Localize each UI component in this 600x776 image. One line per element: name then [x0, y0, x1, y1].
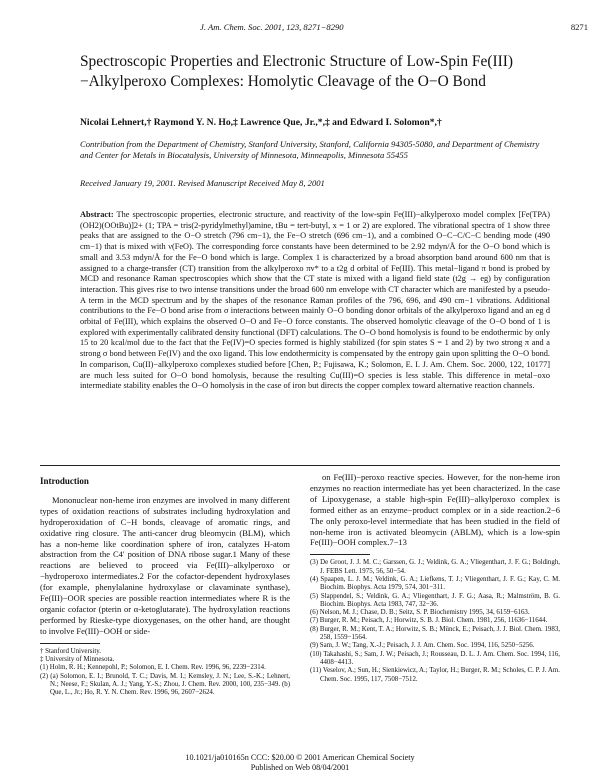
- intro-paragraph-continued: on Fe(III)−peroxo reactive species. However, for the non-heme iron enzymes no reaction intermediate has yet been characterized. In the case of Lipoxygenase, a stable high-spin Fe(III)−alkylperoxo complex is formed either as an enzyme−product complex or in a side reaction.2−6 The only peroxo-level intermediate that has been studied in the field of non-heme iron is activated bleomycin (ABLM), which is a low-spin Fe(III)−OOH complex.7−13: [310, 472, 560, 548]
- abstract: [80, 210, 550, 392]
- intro-paragraph: Mononuclear non-heme iron enzymes are involved in many different types of oxidation reactions of substrates including hydroxylation and hydroperoxidation of C−H bonds, cleavage of aromatic rings, and oxidative ring closure. The anti-cancer drug bleomycin (BLM), which has a non-heme like coordination sphere of iron, catalyzes H-atom abstraction from the C4′ position of DNA ribose sugar.1 Many of these reactions are believed to proceed via Fe(III)−alkylperoxo or −hydroperoxo intermediates.2 For the cofactor-dependent hydroxylases (for example, phenylalanine hydroxylase or clavaminate synthase), Fe(III)−OOR species are possible reaction intermediates where R is the organic cofactor (pterin or α-ketoglutarate). The hydroxylation reactions performed by Rieske-type dioxygenases, on the other hand, are thought to involve Fe(III)−OOH or side-: [40, 494, 290, 636]
- abstract-label: Abstract:: [80, 210, 114, 219]
- reference-item: (9) Sam, J. W.; Tang, X.-J.; Peisach, J. J. Am. Chem. Soc. 1994, 116, 5250−5256.: [310, 642, 535, 650]
- footnote: (2) (a) Solomon, E. I.; Brunold, T. C.; Davis, M. I.; Kemsley, J. N.; Lee, S.-K.; Lehnert, N.; Neese, F.; Skulan, A. J.; Yang, Y.-S.; Zhou, J. Chem. Rev. 2000, 100, 235−349. (b) Que, L., Jr.; Ho, R. Y. N. Chem. Rev. 1996, 96, 2607−2624.: [40, 672, 290, 697]
- author-list: Nicolai Lehnert,† Raymond Y. N. Ho,‡ Lawrence Que, Jr.,*,‡ and Edward I. Solomon*,†: [80, 117, 442, 128]
- page-footer: [0, 753, 600, 773]
- reference-item: (8) Burger, R. M.; Kent, T. A.; Horwitz, S. B.; Münck, E.; Peisach, J. J. Biol. Chem. 1983, 258, 1559−1564.: [310, 625, 560, 642]
- footnotes: [40, 648, 290, 698]
- doi-line: 10.1021/ja010165n CCC: $20.00 © 2001 American Chemical Society: [185, 753, 415, 762]
- reference-item: (6) Nelson, M. J.; Chase, D. B.; Seitz, S. P. Biochemistry 1995, 34, 6159−6163.: [310, 609, 530, 617]
- reference-item: (4) Spaapen, L. J. M.; Veldink, G. A.; Liefkens, T. J.; Vliegenthart, J. F. G.; Kay, C. M. Biochim. Biophys. Acta 1979, 574, 301−311.: [310, 575, 560, 592]
- page-number: 8271: [570, 22, 588, 32]
- reference-item: (7) Burger, R. M.; Peisach, J.; Horwitz, S. B. J. Biol. Chem. 1981, 256, 11636−11644.: [310, 617, 548, 625]
- footnote: ‡ University of Minnesota.: [40, 655, 115, 663]
- received-dates: Received January 19, 2001. Revised Manuscript Received May 8, 2001: [80, 178, 325, 188]
- published-line: Published on Web 08/04/2001: [250, 763, 350, 772]
- running-header: [0, 22, 600, 36]
- reference-list: [310, 559, 560, 683]
- footnote: (1) Holm, R. H.; Kennepohl, P.; Solomon, E. I. Chem. Rev. 1996, 96, 2239−2314.: [40, 664, 266, 672]
- section-heading: Introduction: [40, 476, 89, 486]
- reference-item: (3) De Groot, J. J. M. C.; Garssen, G. J.; Veldink, G. A.; Vliegenthart, J. F. G.; Boldingh, J. FEBS Lett. 1975, 56, 50−54.: [310, 559, 560, 575]
- right-column: [310, 472, 560, 684]
- article-title: Spectroscopic Properties and Electronic Structure of Low-Spin Fe(III)−Alkylperoxo Complexes: Homolytic Cleavage of the O−O Bond: [80, 53, 513, 90]
- reference-item: (11) Veselov, A.; Sun, H.; Sienkiewicz, A.; Taylor, H.; Burger, R. M.; Scholes, C. P. J. Am. Chem. Soc. 1995, 117, 7508−7512.: [310, 667, 560, 683]
- left-column: [40, 472, 290, 697]
- journal-citation: J. Am. Chem. Soc. 2001, 123, 8271−8290: [200, 22, 344, 32]
- footnote: † Stanford University.: [40, 647, 101, 655]
- reference-item: (10) Takahashi, S.; Sam, J. W.; Peisach, J.; Rousseau, D. L. J. Am. Chem. Soc. 1994, 116, 4408−4413.: [310, 650, 560, 666]
- references-divider: [310, 554, 370, 555]
- footnote-divider: [40, 643, 100, 644]
- reference-item: (5) Slappendel, S.; Veldink, G. A.; Vliegenthart, J. F. G.; Aasa, R.; Malmström, B. G. Biochim. Biophys. Acta 1983, 747, 32−36.: [310, 592, 560, 608]
- section-divider: [40, 465, 560, 466]
- affiliation: Contribution from the Department of Chemistry, Stanford University, Stanford, California 94305-5080, and Department of Chemistry and Center for Metals in Biocatalysis, University of Minnesota, Minneapolis, Minnesota 55455: [80, 139, 540, 160]
- abstract-text: The spectroscopic properties, electronic structure, and reactivity of the low-spin Fe(III)−alkylperoxo model complex [Fe(TPA)(OH2)(OOtBu)]2+ (1; TPA = tris(2-pyridylmethyl)amine, tBu = tert-butyl, x = 1 or 2) are explored. The vibrational spectra of 1 show three peaks that are assigned to the O−O stretch (796 cm−1), the Fe−O stretch (696 cm−1), and a combined O−C−C/C−C bending mode (490 cm−1) that is mixed with ν(FeO). The corresponding force constants have been determined to be 2.92 mdyn/Å for the O−O bond which is small and 3.53 mdyn/Å for the Fe−O bond which is large. Complex 1 is characterized by a broad absorption band around 600 nm that is assigned to a charge-transfer (CT) transition from the alkylperoxo πv* to a t2g d orbital of Fe(III). This metal−ligand π bond is probed by MCD and resonance Raman spectroscopies which show that the CT state is mixed with a ligand field state (t2g → eg) by configuration interaction. This gives rise to two intense transitions under the broad 600 nm envelope with CT character which are manifested by a pseudo-A term in the MCD spectrum and by the shapes of the resonance Raman profiles of the 796, 696, and 490 cm−1 vibrations. Additional contributions to the Fe−O bond arise from σ interactions between mainly O−O bonding donor orbitals of the alkylperoxo ligand and an eg d orbital of Fe(III), which explains the observed O−O and Fe−O force constants. The observed homolytic cleavage of the O−O bond of 1 is explored with experimentally calibrated density functional (DFT) calculations. The O−O bond homolysis is found to be endothermic by only 15 to 20 kcal/mol due to the fact that the Fe(IV)=O species formed is highly stabilized (for spin states S = 1 and 2) by two strong π and a strong σ bond between Fe(IV) and the oxo ligand. This low endothermicity is compensated by the entropy gain upon splitting the O−O bond. In comparison, Cu(II)−alkylperoxo complexes studied before [Chen, P.; Fujisawa, K.; Solomon, E. I. J. Am. Chem. Soc. 2000, 122, 10177] are much less suited for O−O bond homolysis, because the resulting Cu(III)=O species is less stable. This difference in metal−oxo intermediate stability enables the O−O homolysis in the case of iron but directs the copper complex toward alternative reaction channels.: [80, 210, 550, 391]
